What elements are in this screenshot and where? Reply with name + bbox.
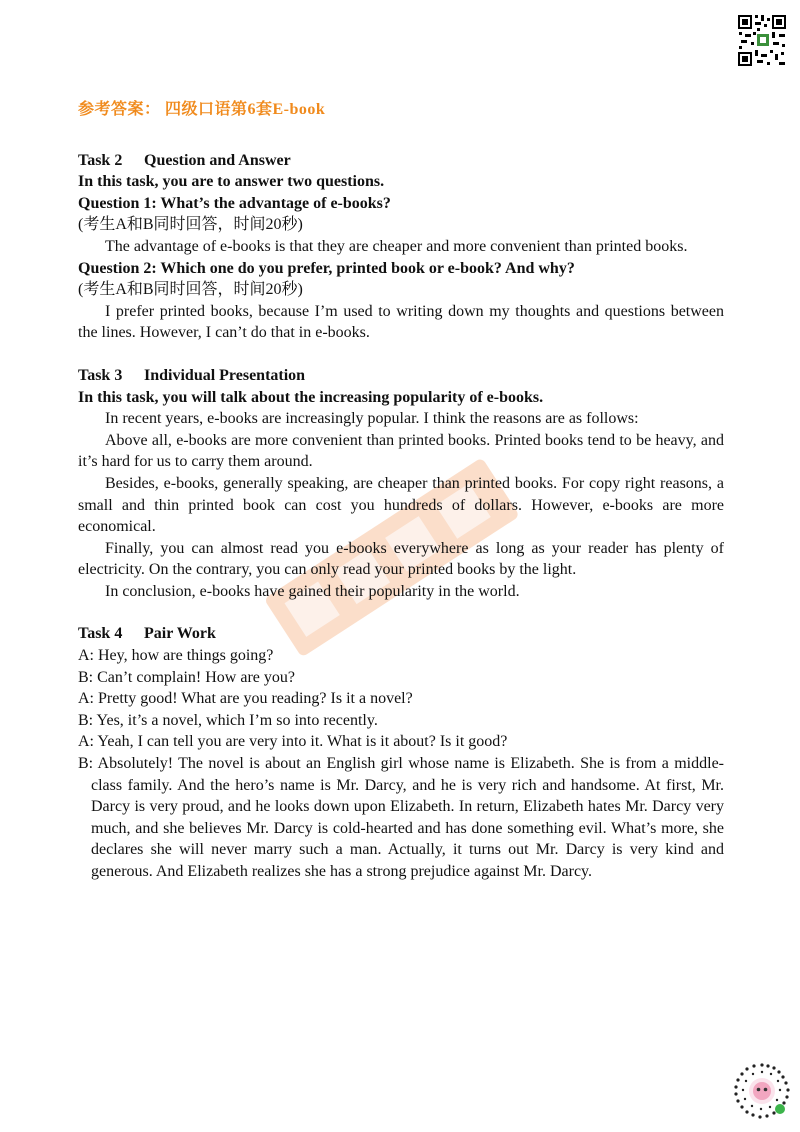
task3-paragraph: Besides, e-books, generally speaking, are cheaper than printed books. For copy right reasons, a small and thin printed book can cost you hundreds of dollars. However, e-books are more economical. <box>78 474 724 536</box>
qr-code-icon <box>737 12 787 68</box>
task3-intro: In this task, you will talk about the increasing popularity of e-books. <box>78 388 544 406</box>
page-title: 参考答案： 四级口语第6套E-book <box>78 101 326 118</box>
task3-paragraph: Finally, you can almost read you e-books everywhere as long as your reader has plenty of electricity. On the contrary, you can only read your printed books by the light. <box>78 539 724 579</box>
task3-number: Task 3 <box>78 366 123 384</box>
task3-heading <box>78 365 724 387</box>
dialogue-line: B: Yes, it’s a novel, which I’m so into recently. <box>78 711 378 729</box>
task2-intro: In this task, you are to answer two questions. <box>78 173 385 191</box>
task4-heading <box>78 623 724 645</box>
task2-question-2-note: (考生A和B同时回答，时间20秒) <box>78 281 303 299</box>
task2-title: Question and Answer <box>144 151 291 169</box>
task4-title: Pair Work <box>144 625 216 643</box>
task3-paragraph: Above all, e-books are more convenient than printed books. Printed books tend to be heavy, and it’s hard for us to carry them around. <box>78 431 724 471</box>
task2-answer-2: I prefer printed books, because I’m used to writing down my thoughts and questions between the lines. However, I can’t do that in e-books. <box>78 302 724 342</box>
task4-number: Task 4 <box>78 625 123 643</box>
task3-paragraph: In recent years, e-books are increasingly popular. I think the reasons are as follows: <box>105 410 639 428</box>
dialogue-line: B: Can’t complain! How are you? <box>78 668 295 686</box>
task2-heading <box>78 150 724 172</box>
dialogue-line: A: Hey, how are things going? <box>78 647 274 665</box>
task2-question-2: Question 2: Which one do you prefer, printed book or e-book? And why? <box>78 259 575 277</box>
dialogue-line: A: Pretty good! What are you reading? Is it a novel? <box>78 690 413 708</box>
task2-question-1-note: (考生A和B同时回答，时间20秒) <box>78 216 303 234</box>
task2-number: Task 2 <box>78 151 123 169</box>
dialogue-line: B: Absolutely! The novel is about an English girl whose name is Elizabeth. She is from a middle-class family. And the hero’s name is Mr. Darcy, and he is very rich and handsome. At first, Mr. Darcy is very proud, and he looks down upon Elizabeth. In return, Elizabeth hates Mr. Darcy very much, and she believes Mr. Darcy is cold-hearted and has done something evil. What’s more, she declares she will never marry such a man. Actually, it turns out Mr. Darcy is very kind and generous. And Elizabeth realizes she has a strong prejudice against Mr. Darcy. <box>78 755 724 880</box>
task2-answer-1: The advantage of e-books is that they are cheaper and more convenient than printed books. <box>105 237 688 255</box>
task2-question-1: Question 1: What’s the advantage of e-books? <box>78 194 391 212</box>
task3-paragraph: In conclusion, e-books have gained their popularity in the world. <box>105 582 520 600</box>
dialogue-line: A: Yeah, I can tell you are very into it. What is it about? Is it good? <box>78 733 508 751</box>
mini-program-code-icon <box>733 1062 791 1120</box>
task3-title: Individual Presentation <box>144 366 306 384</box>
answer-content <box>78 99 724 883</box>
